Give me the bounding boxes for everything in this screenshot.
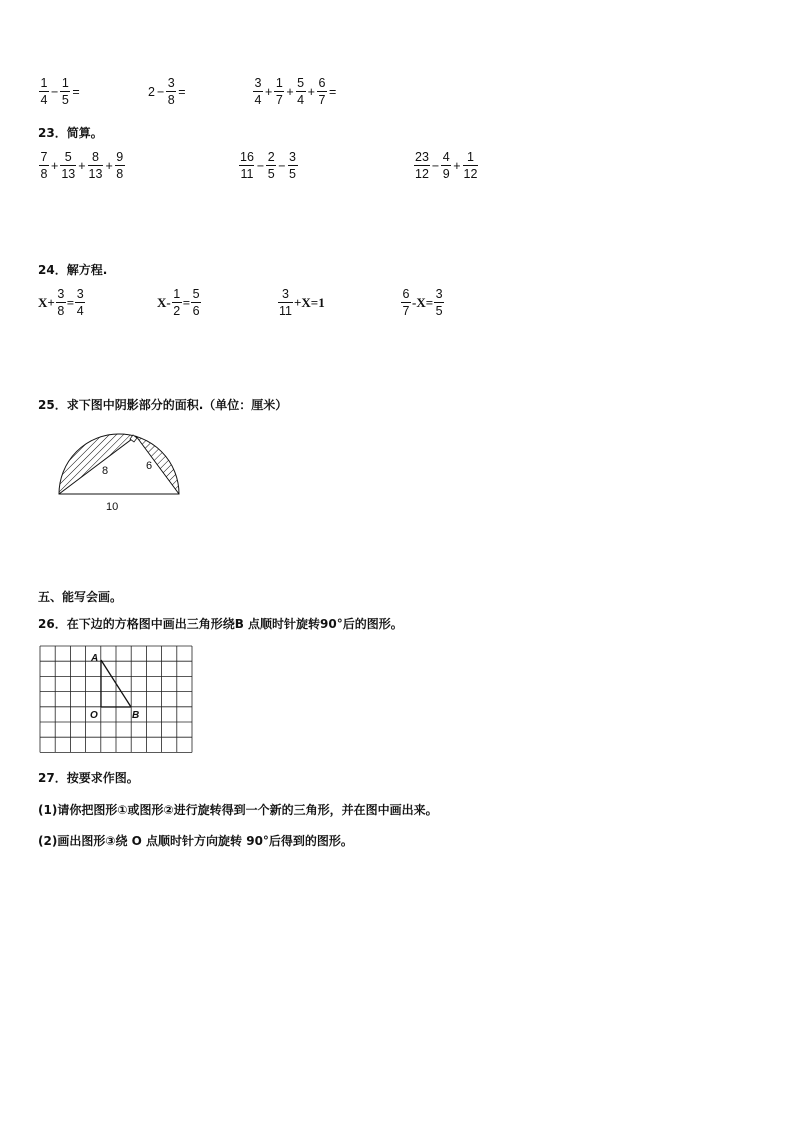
label-A: A [91, 653, 99, 664]
q24-equation-1: X+ $\frac{3}{8}$ = $\frac{3}{4}$ [38, 287, 84, 318]
q24-equation-3: $\frac{3}{11}$ +X=1 [279, 287, 325, 318]
q22-expression-1: $\frac{1}{4}$ − $\frac{1}{5}$ = [40, 76, 80, 107]
grid-lines [40, 646, 192, 752]
q24-title: 24．解方程. [38, 263, 108, 277]
q24-equation-2: X- $\frac{1}{2}$ = $\frac{5}{6}$ [157, 287, 200, 318]
q24-equation-4: $\frac{6}{7}$ -X= $\frac{3}{5}$ [402, 287, 443, 318]
q22-expression-2: 2 − $\frac{3}{8}$ = [148, 76, 186, 107]
fraction: $\frac{3}{8}$ [57, 287, 65, 318]
fraction: $\frac{5}{4}$ [297, 76, 305, 107]
fraction: $\frac{1}{5}$ [61, 76, 69, 107]
q26-title: 26．在下边的方格图中画出三角形绕B 点顺时针旋转90°后的图形。 [38, 617, 403, 631]
q23-expression-2: $\frac{16}{11}$ − $\frac{2}{5}$ − $\frac{3}{5}$ [240, 150, 296, 181]
fraction: $\frac{3}{5}$ [435, 287, 443, 318]
fraction: $\frac{3}{8}$ [167, 76, 175, 107]
fraction: $\frac{3}{11}$ [279, 287, 292, 318]
fraction: $\frac{5}{13}$ [61, 150, 76, 181]
fraction: $\frac{2}{5}$ [267, 150, 275, 181]
fraction: $\frac{3}{4}$ [254, 76, 262, 107]
fraction: $\frac{8}{13}$ [88, 150, 103, 181]
fraction: $\frac{6}{7}$ [402, 287, 410, 318]
fraction: $\frac{7}{8}$ [40, 150, 48, 181]
fraction: $\frac{1}{7}$ [275, 76, 283, 107]
q27-part-2: (2)画出图形③绕 O 点顺时针方向旋转 90°后得到的图形。 [38, 834, 353, 848]
fraction: $\frac{6}{7}$ [318, 76, 326, 107]
label-side-6: 6 [146, 460, 153, 472]
fraction: $\frac{1}{4}$ [40, 76, 48, 107]
q22-expression-3: $\frac{3}{4}$ + $\frac{1}{7}$ + $\frac{5}{4}$ + $\frac{6}{7}$ = [254, 76, 337, 107]
label-B: B [132, 710, 140, 721]
section-5-title: 五、能写会画。 [38, 590, 123, 604]
triangle-side-6 [136, 436, 179, 494]
label-O: O [90, 710, 98, 721]
fraction: $\frac{5}{6}$ [192, 287, 200, 318]
fraction: $\frac{3}{4}$ [76, 287, 84, 318]
q25-title: 25．求下图中阴影部分的面积.（单位：厘米） [38, 398, 288, 412]
label-side-8: 8 [102, 465, 109, 477]
fraction: $\frac{1}{2}$ [173, 287, 181, 318]
fraction: $\frac{3}{5}$ [289, 150, 296, 181]
fraction: $\frac{16}{11}$ [240, 150, 254, 181]
q27-part-1: (1)请你把图形①或图形②进行旋转得到一个新的三角形，并在图中画出来。 [38, 803, 438, 817]
fraction: $\frac{1}{12}$ [463, 150, 478, 181]
q23-expression-3: $\frac{23}{12}$ − $\frac{4}{9}$ + $\frac{1}{12}$ [415, 150, 478, 181]
q23-expression-1: $\frac{7}{8}$ + $\frac{5}{13}$ + $\frac{8}{13}$ + $\frac{9}{8}$ [40, 150, 124, 181]
fraction: $\frac{9}{8}$ [116, 150, 124, 181]
q23-title: 23．简算。 [38, 126, 103, 140]
semicircle-diagram [52, 428, 192, 518]
fraction: $\frac{23}{12}$ [415, 150, 429, 181]
rotation-grid [38, 644, 196, 756]
label-diameter: 10 [106, 501, 119, 513]
fraction: $\frac{4}{9}$ [442, 150, 450, 181]
q27-title: 27．按要求作图。 [38, 771, 139, 785]
